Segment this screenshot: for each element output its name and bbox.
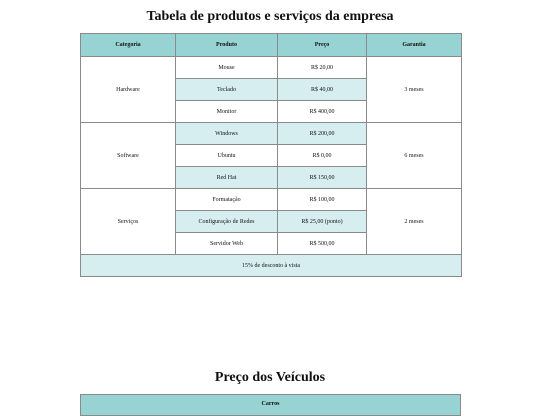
price-cell: R$ 150,00 (278, 167, 367, 189)
header-categoria: Categoria (81, 34, 176, 57)
price-cell: R$ 400,00 (278, 101, 367, 123)
warranty-cell: 2 meses (367, 189, 462, 255)
header-preco: Preço (278, 34, 367, 57)
product-cell: Ubuntu (176, 145, 278, 167)
warranty-cell: 6 meses (367, 123, 462, 189)
price-cell: R$ 20,00 (278, 57, 367, 79)
product-cell: Teclado (176, 79, 278, 101)
price-cell: R$ 100,00 (278, 189, 367, 211)
table-footer-row (81, 255, 462, 277)
header-garantia: Garantia (367, 34, 462, 57)
vehicles-table-title: Preço dos Veículos (214, 370, 326, 385)
product-cell: Configuração de Redes (176, 211, 278, 233)
price-cell: R$ 200,00 (278, 123, 367, 145)
warranty-cell: 3 meses (367, 57, 462, 123)
table-row (81, 57, 462, 79)
category-cell: Software (81, 123, 176, 189)
price-cell: R$ 25,00 (ponto) (278, 211, 367, 233)
category-cell: Hardware (81, 57, 176, 123)
product-cell: Windows (176, 123, 278, 145)
price-cell: R$ 0,00 (278, 145, 367, 167)
products-table-title: Tabela de produtos e serviços da empresa (146, 9, 394, 24)
vehicles-table-header: Carros (80, 394, 461, 416)
price-cell: R$ 500,00 (278, 233, 367, 255)
product-cell: Mouse (176, 57, 278, 79)
table-row (81, 189, 462, 211)
product-cell: Red Hat (176, 167, 278, 189)
product-cell: Monitor (176, 101, 278, 123)
discount-note: 15% de desconto à vista (81, 255, 462, 277)
price-cell: R$ 40,00 (278, 79, 367, 101)
header-produto: Produto (176, 34, 278, 57)
product-cell: Formatação (176, 189, 278, 211)
product-cell: Servidor Web (176, 233, 278, 255)
table-row (81, 123, 462, 145)
table-header-row (81, 34, 462, 57)
category-cell: Serviços (81, 189, 176, 255)
products-table (80, 33, 462, 277)
